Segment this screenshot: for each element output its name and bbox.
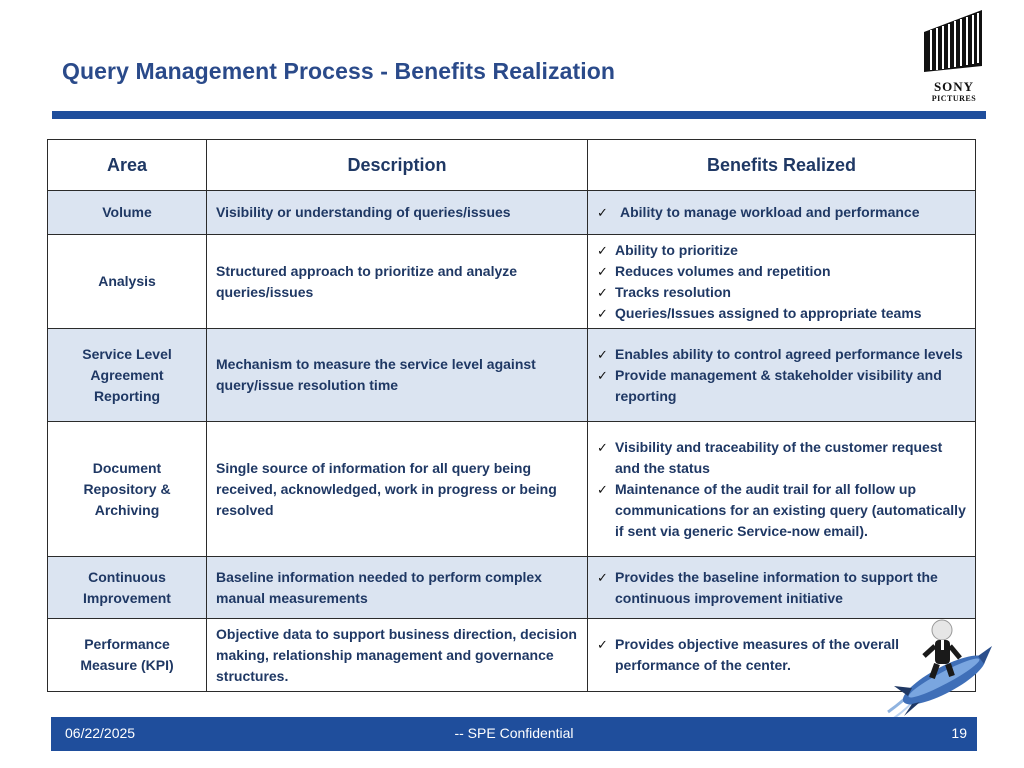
sony-pictures-logo [920,10,988,106]
title-underline [52,111,986,119]
check-icon: ✓ [597,242,608,258]
check-icon: ✓ [597,346,608,362]
header-description: Description [207,140,588,191]
benefits-cell [588,422,976,557]
benefit-item [597,365,966,407]
rocket-man-illustration [882,616,994,720]
description-cell: Mechanism to measure the service level against query/issue resolution time [207,329,588,422]
benefits-table [47,139,976,692]
benefit-item [597,202,966,223]
area-cell: Volume [48,191,207,235]
check-icon: ✓ [597,481,608,497]
footer-date: 06/22/2025 [65,725,136,741]
benefit-text: Provides objective measures of the overall performance of the center. [615,636,900,673]
benefit-item [597,240,966,261]
benefit-text: Provides the baseline information to support the continuous improvement initiative [615,568,938,606]
check-icon: ✓ [597,367,608,383]
table-row [48,235,976,329]
table-row [48,557,976,619]
table-row [48,329,976,422]
description-cell: Single source of information for all query being received, acknowledged, work in progress or being resolved [207,422,588,557]
description-cell: Visibility or understanding of queries/issues [207,191,588,235]
area-cell: Performance Measure (KPI) [48,619,207,692]
check-icon: ✓ [597,263,608,279]
header-area: Area [48,140,207,191]
page-number: 19 [951,725,967,741]
check-icon: ✓ [597,637,608,652]
benefit-text: Provide management & stakeholder visibility and reporting [615,366,942,404]
area-cell: Document Repository & Archiving [48,422,207,557]
benefit-text: Reduces volumes and repetition [615,262,831,279]
benefit-text: Maintenance of the audit trail for all follow up communications for an existing query (automatically if sent via generic Service-now email). [615,480,966,539]
benefit-item [597,437,966,479]
benefit-text: Ability to prioritize [615,241,738,258]
benefit-text: Queries/Issues assigned to appropriate teams [615,304,922,321]
benefits-cell [588,557,976,619]
benefit-item [597,303,966,324]
logo-sub: PICTURES [931,94,977,103]
benefit-item [597,282,966,303]
benefits-cell [588,191,976,235]
area-cell: Continuous Improvement [48,557,207,619]
check-icon: ✓ [597,305,608,321]
benefit-item [597,344,966,365]
footer-bar [51,717,977,751]
benefits-cell [588,329,976,422]
check-icon: ✓ [597,569,608,585]
description-cell: Structured approach to prioritize and analyze queries/issues [207,235,588,329]
logo-word: SONY [933,79,975,94]
table-row [48,191,976,235]
check-icon: ✓ [597,205,608,220]
slide-title: Query Management Process - Benefits Realization [62,58,616,84]
description-cell: Baseline information needed to perform complex manual measurements [207,557,588,619]
logo-mark-icon [922,10,984,78]
benefit-item [597,567,966,609]
benefit-text: Ability to manage workload and performance [620,204,920,220]
benefits-cell [588,235,976,329]
table-row [48,619,976,692]
footer-confidential: -- SPE Confidential [454,725,574,741]
benefit-text: Visibility and traceability of the customer request and the status [615,438,943,476]
benefit-item [597,479,966,542]
check-icon: ✓ [597,439,608,455]
table-header-row [48,140,976,191]
benefit-text: Tracks resolution [615,283,731,300]
area-cell: Analysis [48,235,207,329]
header-benefits: Benefits Realized [588,140,976,191]
benefit-text: Enables ability to control agreed performance levels [615,345,963,362]
area-cell: Service Level Agreement Reporting [48,329,207,422]
benefit-item [597,634,905,676]
benefit-item [597,261,966,282]
description-cell: Objective data to support business direction, decision making, relationship management and governance structures. [207,619,588,692]
table-row [48,422,976,557]
check-icon: ✓ [597,284,608,300]
